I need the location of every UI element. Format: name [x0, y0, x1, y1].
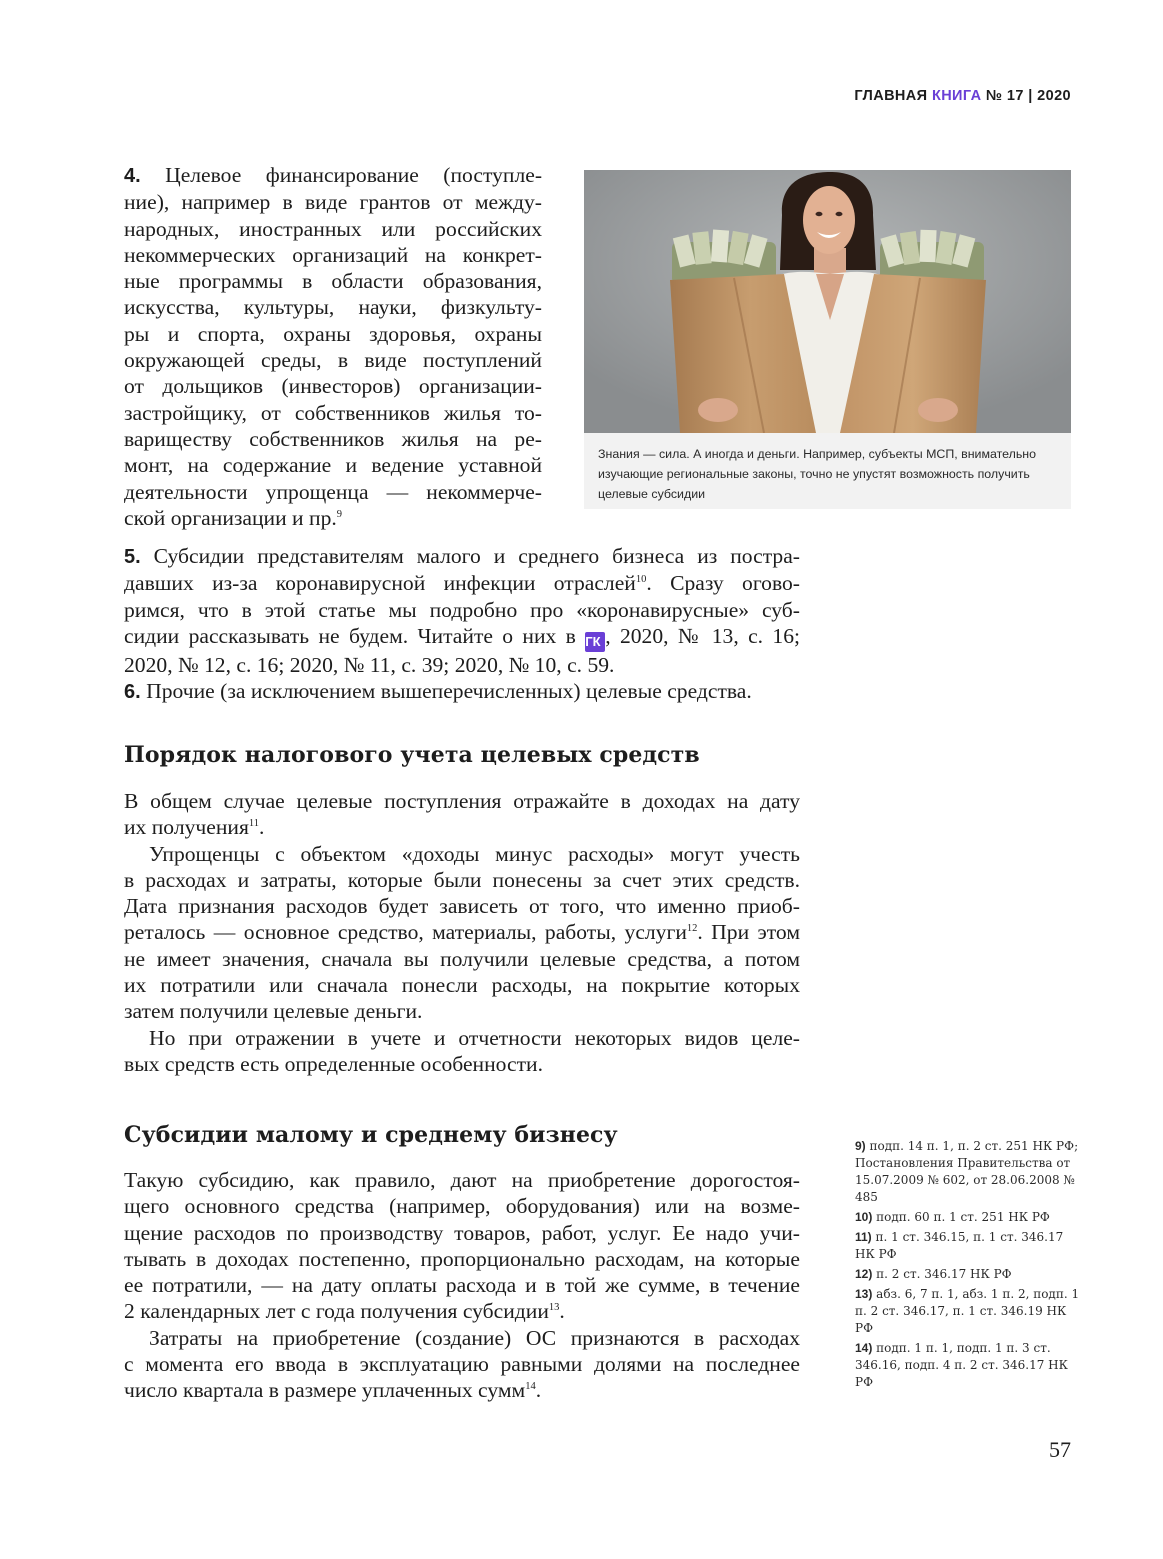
- list-item-6: 6. Прочие (за исключением вышеперечисленных) целевые средства.: [124, 679, 752, 704]
- section-title-sme-subsidies: Субсидии малому и среднему бизнесу: [124, 1122, 618, 1148]
- footnote-10: 10) подп. 60 п. 1 ст. 251 НК РФ: [855, 1210, 1050, 1224]
- footnote-ref: 10: [635, 574, 647, 586]
- gk-logo-icon: ГК: [585, 632, 605, 652]
- footnote-ref: 13: [548, 1302, 560, 1314]
- list-item-5: 5. Субсидии представителям малого и среднего бизнеса из постра- давших из-за коронавирусной инфекции отраслей$^{10}$. Сразу огово- римся, что в этой статье мы подробно про «коронавирусные» суб- сидии рассказывать не будем. Читайте о них в ГК , 2020, № 13, с. 16; 2020, № 12, с. 16; 2020, № 11, с. 39; 2020, № 10, с. 59. 6. Прочие (за исключением вышеперечисленных) целевые средства.: [124, 543, 800, 705]
- footnote-ref: 9: [336, 508, 343, 520]
- list-item-4: 4. Целевое финансирование (поступле- ние), например в виде грантов от между- народных, иностранных или российских некоммерческих организаций на конкрет- ные программы в области образования, искусства, культуры, науки, физкульту- ры и спорта, охраны здоровья, охраны окружающей среды, в виде поступлений от дольщиков (инвесторов) организации- застройщику, от собственников жилья то- вариществу собственников жилья на ре- монт, на содержание и ведение уставной деятельности упрощенца — некоммерче- ской организации и пр.$^9$: [124, 163, 543, 530]
- woman-with-money-bags-illustration: [584, 170, 1071, 433]
- brand-name: ГЛАВНАЯ: [854, 88, 928, 104]
- section2-body: Такую субсидию, как правило, дают на приобретение дорогостоя- щего основного средства (например, оборудования) или на возме- щение расходов по производству товаров, работ, услуг. Ее надо учи- тывать в доходах постепенно, пропорционально расходам, на которые ее потратили, — на дату оплаты расхода и в той же сумме, в течение 2 календарных лет с года получения субсидии$^{13}$. Затраты на приобретение (создание) ОС признаются в расходах с момента его ввода в эксплуатацию равными долями на последнее число квартала в размере уплаченных сумм$^{14}$.: [124, 1168, 800, 1403]
- photo-caption: Знания — сила. А иногда и деньги. Например, субъекты МСП, внимательно изучающие региональные законы, точно не упустят возможность получить целевые субсидии: [584, 433, 1071, 509]
- item-number: 5.: [124, 546, 141, 568]
- footnote-ref: 14: [525, 1381, 536, 1393]
- footnotes-column: [855, 1138, 1080, 1394]
- footnote-ref: 12: [686, 923, 698, 935]
- footnote-13: 13) абз. 6, 7 п. 1, абз. 1 п. 2, подп. 1 п. 2 ст. 346.17, п. 1 ст. 346.19 НК РФ: [855, 1287, 1080, 1335]
- page-number: 57: [1049, 1437, 1071, 1462]
- footnote-11: 11) п. 1 ст. 346.15, п. 1 ст. 346.17 НК РФ: [855, 1230, 1064, 1261]
- brand-accent: КНИГА: [931, 88, 982, 104]
- footnote-9: 9) подп. 14 п. 1, п. 2 ст. 251 НК РФ; Постановления Правительства от 15.07.2009 № 602, от 28.06.2008 № 485: [855, 1139, 1079, 1204]
- footnote-ref: 11: [248, 818, 260, 830]
- item-number: 6.: [124, 681, 141, 704]
- magazine-header: [854, 88, 1071, 104]
- item-number: 4.: [124, 165, 141, 187]
- section-title-tax-accounting: Порядок налогового учета целевых средств: [124, 742, 700, 768]
- section1-body: В общем случае целевые поступления отражайте в доходах на дату их получения$^{11}$. Упрощенцы с объектом «доходы минус расходы» могут учесть в расходах и затраты, которые были понесены за счет этих средств. Дата признания расходов будет зависеть от того, что именно приоб- реталось — основное средство, материалы, работы, услуги$^{12}$. При этом не имеет значения, сначала вы получили целевые средства, а потом их потратили или сначала понесли расходы, на покрытие которых затем получили целевые деньги. Но при отражении в учете и отчетности некоторых видов целе- вых средств есть определенные особенности.: [124, 789, 800, 1076]
- footnote-14: 14) подп. 1 п. 1, подп. 1 п. 3 ст. 346.16, подп. 4 п. 2 ст. 346.17 НК РФ: [855, 1341, 1068, 1389]
- issue-info: № 17 | 2020: [985, 88, 1071, 104]
- article-photo: [584, 170, 1071, 433]
- footnote-12: 12) п. 2 ст. 346.17 НК РФ: [855, 1267, 1012, 1281]
